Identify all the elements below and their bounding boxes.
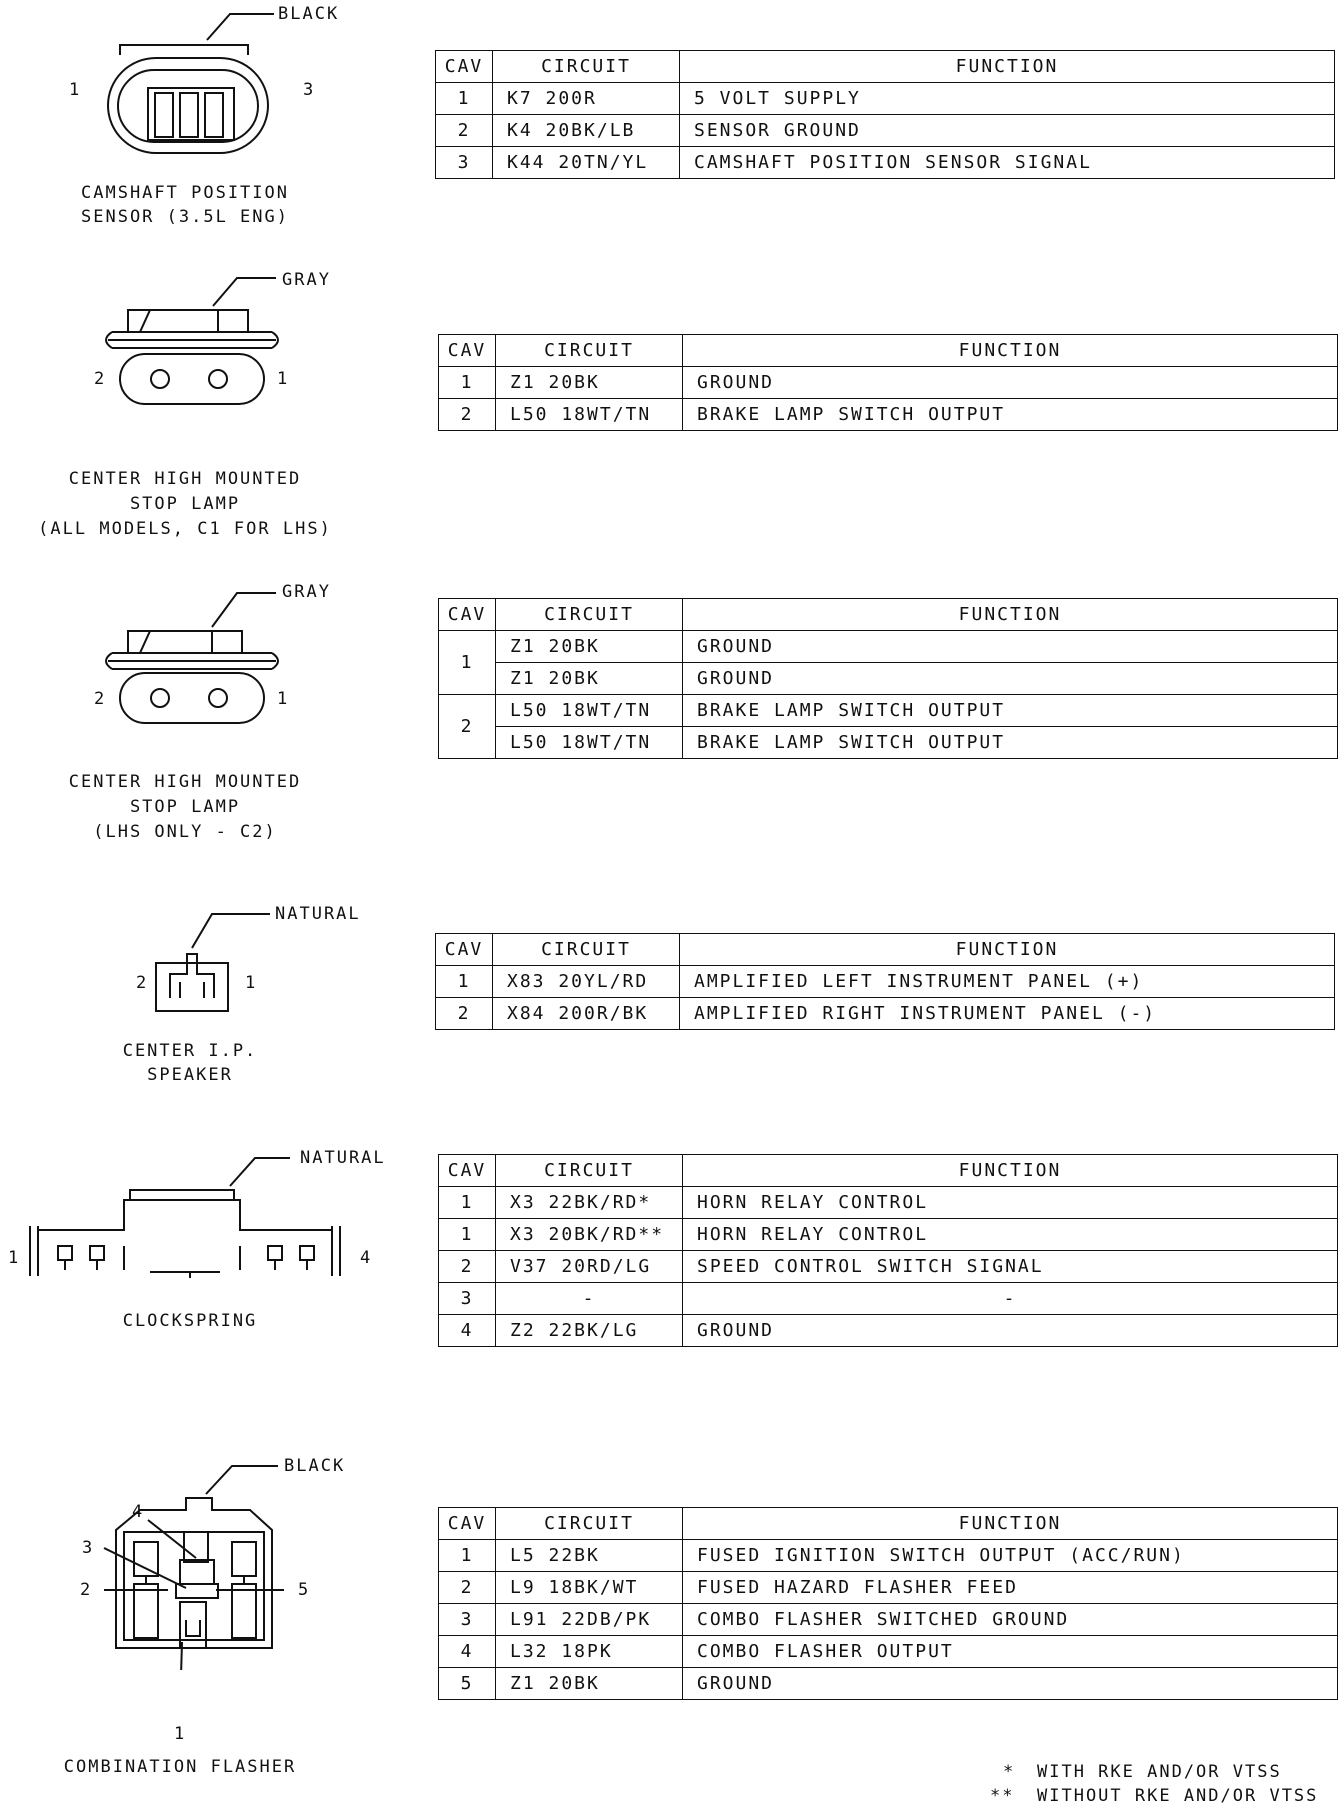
function-cell: AMPLIFIED RIGHT INSTRUMENT PANEL (-) (680, 998, 1335, 1030)
header-circuit: CIRCUIT (496, 599, 683, 631)
header-circuit: CIRCUIT (493, 51, 680, 83)
connector-name-line-1: CLOCKSPRING (122, 1311, 258, 1331)
circuit-cell: X83 20YL/RD (493, 966, 680, 998)
circuit-cell: L5 22BK (496, 1540, 683, 1572)
pin-label-4: 4 (132, 1502, 145, 1522)
connector-name-line-3: (ALL MODELS, C1 FOR LHS) (38, 519, 332, 539)
function-cell: GROUND (683, 1315, 1338, 1347)
connector-name-line-1: COMBINATION FLASHER (63, 1757, 297, 1777)
table-row (439, 1283, 1338, 1315)
pin-label-left: 2 (94, 369, 107, 389)
function-cell: AMPLIFIED LEFT INSTRUMENT PANEL (+) (680, 966, 1335, 998)
function-cell: SENSOR GROUND (680, 115, 1335, 147)
circuit-cell: L9 18BK/WT (496, 1572, 683, 1604)
cav-cell: 4 (439, 1636, 496, 1668)
table-header-row (439, 1155, 1338, 1187)
table-row (439, 1636, 1338, 1668)
table-row (439, 1540, 1338, 1572)
connector-name-line-2: SPEAKER (147, 1065, 233, 1085)
circuit-cell (496, 1283, 683, 1315)
function-cell: FUSED HAZARD FLASHER FEED (683, 1572, 1338, 1604)
circuit-cell: V37 20RD/LG (496, 1251, 683, 1283)
cav-cell: 2 (439, 1572, 496, 1604)
pin-label-left: 2 (136, 973, 149, 993)
pin-label-2: 2 (80, 1580, 93, 1600)
table-row (439, 1251, 1338, 1283)
function-cell: COMBO FLASHER SWITCHED GROUND (683, 1604, 1338, 1636)
table-row (439, 399, 1338, 431)
connector-color-label: GRAY (282, 582, 331, 602)
function-cell: CAMSHAFT POSITION SENSOR SIGNAL (680, 147, 1335, 179)
connector-color-label: NATURAL (300, 1148, 386, 1168)
wiring-table (438, 334, 1338, 431)
function-cell: GROUND (683, 663, 1338, 695)
circuit-cell: Z2 22BK/LG (496, 1315, 683, 1347)
header-cav: CAV (439, 335, 496, 367)
connector-color-label: BLACK (284, 1456, 346, 1476)
table-row (436, 83, 1335, 115)
function-dash: - (1003, 1288, 1017, 1309)
cav-cell: 3 (439, 1604, 496, 1636)
connector-color-label: BLACK (278, 4, 340, 24)
cav-cell: 1 (439, 1540, 496, 1572)
cav-cell: 1 (439, 1187, 496, 1219)
table-row (439, 1315, 1338, 1347)
connector-name-line-2: SENSOR (3.5L ENG) (81, 207, 289, 227)
header-cav: CAV (436, 51, 493, 83)
table-row (439, 1187, 1338, 1219)
footnote-text-1: WITH RKE AND/OR VTSS (1037, 1762, 1282, 1782)
cav-cell: 1 (439, 367, 496, 399)
header-circuit: CIRCUIT (496, 1155, 683, 1187)
pin-label-right: 1 (245, 973, 258, 993)
cav-cell: 4 (439, 1315, 496, 1347)
connector-name-line-3: (LHS ONLY - C2) (93, 822, 277, 842)
table-row (439, 631, 1338, 663)
connector-name-line-1: CENTER HIGH MOUNTED (68, 772, 302, 792)
cav-cell: 1 (436, 966, 493, 998)
function-cell: HORN RELAY CONTROL (683, 1187, 1338, 1219)
circuit-cell: X3 20BK/RD** (496, 1219, 683, 1251)
header-cav: CAV (439, 599, 496, 631)
table-row (439, 1668, 1338, 1700)
flasher-connector-drawing (0, 1450, 380, 1670)
pin-label-5: 5 (298, 1580, 311, 1600)
circuit-cell: L50 18WT/TN (496, 727, 683, 759)
header-cav: CAV (439, 1155, 496, 1187)
connector-name-line-2: STOP LAMP (129, 797, 241, 817)
wiring-table (438, 1507, 1338, 1700)
table-row (439, 1604, 1338, 1636)
circuit-cell: K44 20TN/YL (493, 147, 680, 179)
header-function: FUNCTION (683, 1508, 1338, 1540)
circuit-cell: L91 22DB/PK (496, 1604, 683, 1636)
circuit-cell: L50 18WT/TN (496, 399, 683, 431)
connector-name-line-1: CENTER HIGH MOUNTED (68, 469, 302, 489)
header-function: FUNCTION (683, 335, 1338, 367)
function-cell: GROUND (683, 1668, 1338, 1700)
pin-label-3: 3 (82, 1538, 95, 1558)
wiring-table (438, 598, 1338, 759)
table-row (436, 966, 1335, 998)
circuit-cell: X84 200R/BK (493, 998, 680, 1030)
pin-label-right: 4 (360, 1248, 373, 1268)
table-header-row (436, 51, 1335, 83)
circuit-cell: Z1 20BK (496, 367, 683, 399)
table-row (439, 1219, 1338, 1251)
function-cell: COMBO FLASHER OUTPUT (683, 1636, 1338, 1668)
pin-label-left: 1 (69, 80, 82, 100)
table-row (436, 998, 1335, 1030)
table-header-row (439, 599, 1338, 631)
circuit-dash: - (582, 1288, 596, 1309)
function-cell: BRAKE LAMP SWITCH OUTPUT (683, 695, 1338, 727)
circuit-cell: Z1 20BK (496, 663, 683, 695)
header-cav: CAV (436, 934, 493, 966)
connector-color-label: NATURAL (275, 904, 361, 924)
cav-cell: 1 (436, 83, 493, 115)
pin-label-right: 1 (277, 689, 290, 709)
cav-cell: 3 (439, 1283, 496, 1315)
cav-cell: 2 (439, 695, 496, 759)
table-row (439, 695, 1338, 727)
pin-label-left: 2 (94, 689, 107, 709)
footnote-mark-2: ** (990, 1786, 1015, 1806)
header-circuit: CIRCUIT (496, 1508, 683, 1540)
cav-cell: 2 (436, 998, 493, 1030)
pin-label-1: 1 (174, 1724, 187, 1744)
stop-lamp-connector-drawing (0, 270, 380, 450)
cav-cell: 5 (439, 1668, 496, 1700)
connector-name-line-2: STOP LAMP (129, 494, 241, 514)
pin-label-left: 1 (8, 1248, 21, 1268)
circuit-cell: X3 22BK/RD* (496, 1187, 683, 1219)
header-function: FUNCTION (680, 51, 1335, 83)
footnote-text-2: WITHOUT RKE AND/OR VTSS (1037, 1786, 1319, 1806)
cav-cell: 2 (439, 399, 496, 431)
table-row (439, 1572, 1338, 1604)
circuit-cell: L32 18PK (496, 1636, 683, 1668)
table-row (439, 367, 1338, 399)
function-cell: HORN RELAY CONTROL (683, 1219, 1338, 1251)
circuit-cell: K4 20BK/LB (493, 115, 680, 147)
header-function: FUNCTION (683, 1155, 1338, 1187)
header-function: FUNCTION (683, 599, 1338, 631)
table-row (439, 727, 1338, 759)
pin-label-right: 1 (277, 369, 290, 389)
cav-cell: 3 (436, 147, 493, 179)
function-cell: BRAKE LAMP SWITCH OUTPUT (683, 727, 1338, 759)
footnote-mark-1: * (1003, 1762, 1016, 1782)
function-cell: BRAKE LAMP SWITCH OUTPUT (683, 399, 1338, 431)
wiring-table (438, 1154, 1338, 1347)
table-row (436, 115, 1335, 147)
wiring-table (435, 933, 1335, 1030)
header-cav: CAV (439, 1508, 496, 1540)
header-function: FUNCTION (680, 934, 1335, 966)
table-header-row (439, 335, 1338, 367)
connector-color-label: GRAY (282, 270, 331, 290)
function-cell: SPEED CONTROL SWITCH SIGNAL (683, 1251, 1338, 1283)
table-row (436, 147, 1335, 179)
wiring-table (435, 50, 1335, 179)
function-cell: FUSED IGNITION SWITCH OUTPUT (ACC/RUN) (683, 1540, 1338, 1572)
cav-cell: 1 (439, 1219, 496, 1251)
table-row (439, 663, 1338, 695)
function-cell: GROUND (683, 367, 1338, 399)
connector-name-line-1: CENTER I.P. (122, 1041, 258, 1061)
circuit-cell: K7 200R (493, 83, 680, 115)
connector-name-line-1: CAMSHAFT POSITION (81, 183, 289, 203)
function-cell (683, 1283, 1338, 1315)
cav-cell: 2 (439, 1251, 496, 1283)
circuit-cell: L50 18WT/TN (496, 695, 683, 727)
table-header-row (439, 1508, 1338, 1540)
function-cell: 5 VOLT SUPPLY (680, 83, 1335, 115)
cav-cell: 2 (436, 115, 493, 147)
circuit-cell: Z1 20BK (496, 1668, 683, 1700)
function-cell: GROUND (683, 631, 1338, 663)
circuit-cell: Z1 20BK (496, 631, 683, 663)
cav-cell: 1 (439, 631, 496, 695)
pin-label-right: 3 (303, 80, 316, 100)
header-circuit: CIRCUIT (493, 934, 680, 966)
header-circuit: CIRCUIT (496, 335, 683, 367)
table-header-row (436, 934, 1335, 966)
